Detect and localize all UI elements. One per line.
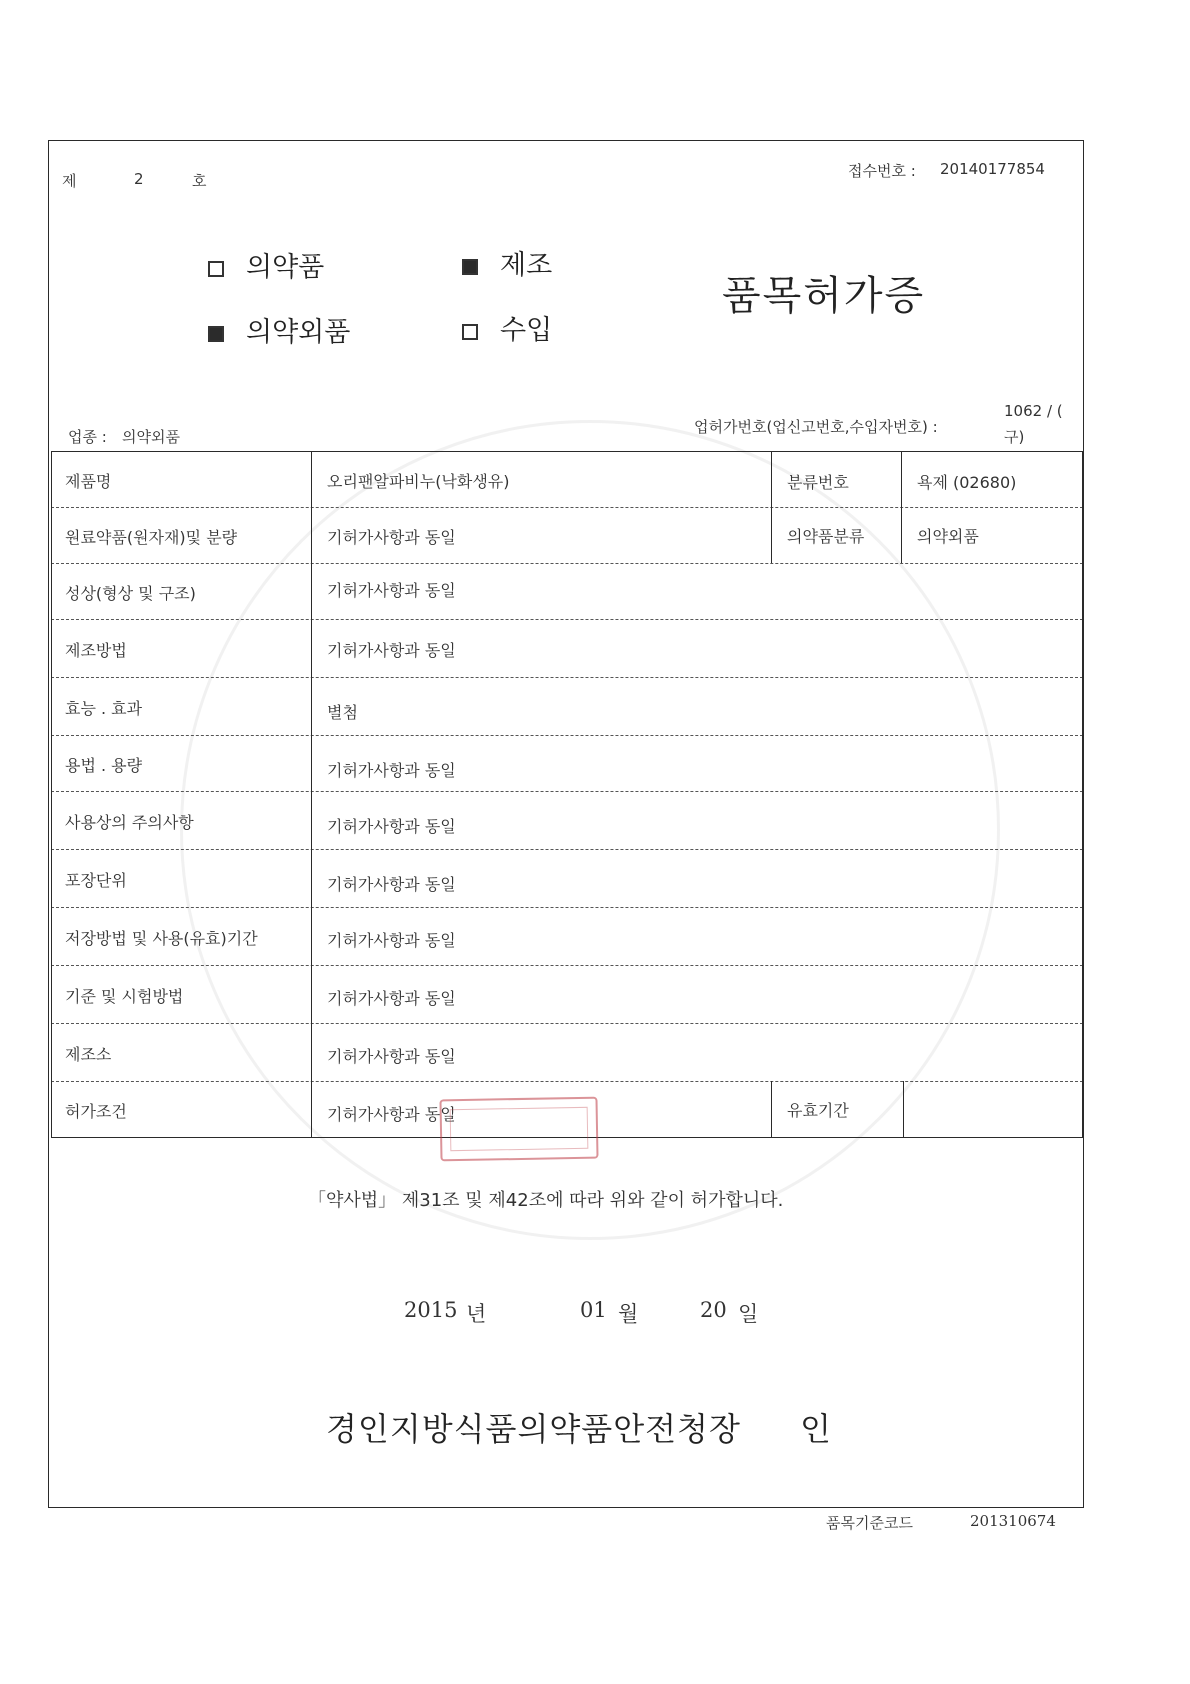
row-side-label: 분류번호 (787, 473, 849, 492)
row-side-label: 유효기간 (787, 1101, 849, 1120)
row-label: 제조방법 (65, 640, 127, 660)
row-label: 용법 . 용량 (65, 755, 143, 775)
table-row (51, 735, 1083, 792)
date-day-unit: 일 (738, 1302, 759, 1326)
row-value: 별첨 (327, 703, 358, 722)
doc-type-quasi-drug: 의약외품 (208, 310, 350, 349)
row-label: 성상(형상 및 구조) (65, 583, 196, 603)
table-row (51, 677, 1083, 736)
row-label: 사용상의 주의사항 (65, 812, 194, 832)
standard-code-value: 201310674 (970, 1512, 1056, 1530)
table-row (51, 451, 1083, 508)
table-row (51, 791, 1083, 850)
checkbox-filled-icon (462, 259, 478, 275)
row-label: 제조소 (65, 1044, 112, 1064)
row-value: 기허가사항과 동일 (327, 989, 456, 1008)
table-row (51, 1023, 1083, 1082)
row-value: 오리팬알파비누(낙화생유) (327, 471, 510, 491)
row-value: 기허가사항과 동일 (327, 1047, 456, 1066)
row-value: 기허가사항과 동일 (327, 581, 456, 600)
license-number-value-line2: 구) (1004, 428, 1025, 446)
row-side-label: 의약품분류 (787, 527, 865, 546)
receipt-number: 20140177854 (940, 160, 1045, 178)
row-value: 기허가사항과 동일 (327, 761, 456, 780)
red-official-stamp (439, 1097, 598, 1162)
date-month: 01 (580, 1298, 607, 1322)
permit-statement: 「약사법」 제31조 및 제42조에 따라 위와 같이 허가합니다. (308, 1190, 784, 1211)
row-value: 기허가사항과 동일 (327, 931, 456, 950)
row-value: 기허가사항과 동일 (327, 641, 456, 660)
date-year-unit: 년 (466, 1302, 487, 1326)
license-number-value-line1: 1062 / ( (1004, 402, 1063, 420)
row-value: 기허가사항과 동일 (327, 1105, 456, 1124)
row-label: 원료약품(원자재)및 분량 (65, 527, 238, 547)
checkbox-empty-icon (462, 324, 478, 340)
table-column-divider (901, 451, 902, 563)
row-label: 허가조건 (65, 1101, 127, 1121)
form-no-number: 2 (134, 170, 144, 188)
row-side-value: 의약외품 (917, 527, 979, 546)
business-type-value: 의약외품 (122, 428, 180, 446)
date-day: 20 (700, 1298, 727, 1322)
standard-code-label: 품목기준코드 (826, 1514, 913, 1532)
row-label: 효능 . 효과 (65, 698, 143, 718)
row-value: 기허가사항과 동일 (327, 875, 456, 894)
form-no-prefix: 제 (62, 172, 77, 190)
process-type-manufacture: 제조 (462, 243, 552, 282)
row-label: 저장방법 및 사용(유효)기간 (65, 928, 258, 948)
document-title: 품목허가증 (722, 273, 926, 319)
table-left-border (51, 451, 52, 1137)
doc-type-drug: 의약품 (208, 245, 324, 284)
table-column-divider (903, 1081, 904, 1137)
table-row (51, 507, 1083, 564)
date-month-unit: 월 (618, 1302, 639, 1326)
row-label: 제품명 (65, 471, 112, 491)
issuer-seal-mark: 인 (800, 1410, 832, 1448)
license-number-label: 업허가번호(업신고번호,수입자번호) : (694, 418, 938, 436)
business-type-label: 업종 : (68, 428, 107, 446)
issuing-authority: 경인지방식품의약품안전청장 (326, 1410, 741, 1448)
process-type-import: 수입 (462, 308, 552, 347)
table-right-border (1082, 451, 1083, 1137)
row-label: 포장단위 (65, 870, 127, 890)
row-value: 기허가사항과 동일 (327, 527, 456, 547)
row-label: 기준 및 시험방법 (65, 986, 184, 1006)
checkbox-filled-icon (208, 326, 224, 342)
row-side-value: 욕제 (02680) (917, 473, 1017, 492)
table-row (51, 965, 1083, 1024)
row-side-value (903, 1082, 1083, 1138)
form-no-suffix: 호 (192, 172, 207, 190)
table-column-divider (311, 451, 312, 1137)
date-year: 2015 (404, 1298, 458, 1322)
table-column-divider (771, 1081, 772, 1137)
table-row (51, 849, 1083, 908)
receipt-number-label: 접수번호 : (848, 162, 916, 180)
table-row (51, 619, 1083, 678)
checkbox-empty-icon (208, 261, 224, 277)
table-column-divider (771, 451, 772, 563)
table-row (51, 563, 1083, 620)
table-row (51, 907, 1083, 966)
row-value: 기허가사항과 동일 (327, 817, 456, 836)
